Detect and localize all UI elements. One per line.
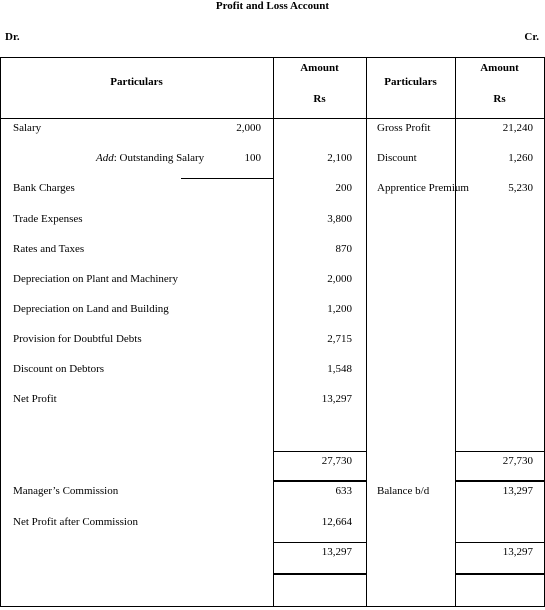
debit-row-rates-taxes-amount: 870	[335, 243, 352, 255]
debit-row-net-profit-label: Net Profit	[13, 393, 57, 405]
divider-particulars-amount-right	[455, 57, 456, 607]
debit-row-salary-label: Salary	[13, 122, 42, 134]
debit-row-salary-sub: 2,000	[236, 122, 261, 134]
debit-row-dep-plant-label: Depreciation on Plant and Machinery	[13, 273, 178, 285]
credit-row-gross-profit-label: Gross Profit	[377, 122, 431, 134]
debit-row-provision-label: Provision for Doubtful Debts	[13, 333, 142, 345]
appropriation-net-profit-after-amount: 12,664	[321, 516, 352, 528]
appropriation-manager-commission-amount: 633	[335, 485, 352, 497]
debit-row-dep-land-label: Depreciation on Land and Building	[13, 303, 169, 315]
total-1-right: 27,730	[502, 455, 533, 467]
debit-row-dep-land-amount: 1,200	[327, 303, 352, 315]
debit-row-discount-debtors-amount: 1,548	[327, 363, 352, 375]
debit-row-outstanding-sub: 100	[244, 152, 261, 164]
appropriation-balance-bd-amount: 13,297	[502, 485, 533, 497]
debit-row-trade-expenses-amount: 3,800	[327, 213, 352, 225]
total-2-right-bottom-rule	[455, 573, 544, 575]
header-amount-right: Amount	[480, 62, 519, 74]
divider-particulars-amount-left	[273, 57, 274, 607]
cr-label: Cr.	[524, 31, 539, 43]
credit-row-discount-amount: 1,260	[508, 152, 533, 164]
header-particulars-right: Particulars	[384, 76, 437, 88]
total-2-left: 13,297	[321, 546, 352, 558]
debit-row-add-outstanding-label	[96, 152, 204, 164]
appropriation-net-profit-after-label: Net Profit after Commission	[13, 516, 138, 528]
credit-row-apprentice-premium-amount: 5,230	[508, 182, 533, 194]
add-prefix: Add	[96, 152, 114, 164]
debit-row-net-profit-amount: 13,297	[321, 393, 352, 405]
divider-debit-credit	[366, 57, 367, 607]
debit-row-discount-debtors-label: Discount on Debtors	[13, 363, 105, 375]
table-bottom-border	[0, 606, 545, 607]
appropriation-manager-commission-label: Manager’s Commission	[13, 485, 119, 497]
table-left-border	[0, 57, 1, 607]
debit-row-outstanding-amount: 2,100	[327, 152, 352, 164]
total-1-left: 27,730	[321, 455, 352, 467]
header-rs-right: Rs	[493, 93, 506, 105]
debit-row-dep-plant-amount: 2,000	[327, 273, 352, 285]
debit-row-trade-expenses-label: Trade Expenses	[13, 213, 83, 225]
page-title: Profit and Loss Account	[215, 0, 330, 12]
debit-row-rates-taxes-label: Rates and Taxes	[13, 243, 85, 255]
credit-row-apprentice-premium-label: Apprentice Premium	[377, 182, 469, 194]
header-amount-left: Amount	[300, 62, 339, 74]
header-particulars-left: Particulars	[110, 76, 163, 88]
total-2-right: 13,297	[502, 546, 533, 558]
total-1-right-top-rule	[455, 451, 544, 452]
total-2-right-top-rule	[455, 542, 544, 543]
total-1-left-top-rule	[273, 451, 366, 452]
header-rs-left: Rs	[313, 93, 326, 105]
total-1-right-bottom-rule	[455, 480, 544, 482]
total-2-left-top-rule	[273, 542, 366, 543]
credit-row-discount-label: Discount	[377, 152, 417, 164]
appropriation-balance-bd-label: Balance b/d	[377, 485, 430, 497]
debit-row-provision-amount: 2,715	[327, 333, 352, 345]
credit-row-gross-profit-amount: 21,240	[502, 122, 533, 134]
total-2-left-bottom-rule	[273, 573, 366, 575]
total-1-left-bottom-rule	[273, 480, 366, 482]
outstanding-salary-text: : Outstanding Salary	[113, 152, 205, 164]
dr-label: Dr.	[5, 31, 20, 43]
debit-row-bank-charges-label: Bank Charges	[13, 182, 75, 194]
subtotal-underline	[181, 178, 273, 179]
debit-row-bank-charges-amount: 200	[335, 182, 352, 194]
